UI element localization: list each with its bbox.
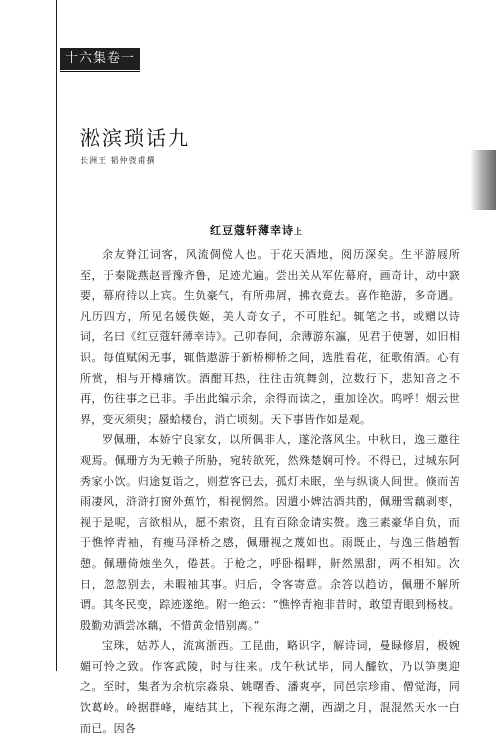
- series-title: 淞滨琐话九: [80, 126, 190, 150]
- paragraph: 宝珠，姑苏人，流寓浙西。工昆曲，略识字，解诗词，曼睩修眉，极婉媚可怜之致。作客武陵，时与往来。戊午秋试毕，同人醵钦，乃以笋奥迎之。至时，集者为余杭宗淼泉、姚曙香、潘爽亭，同邑宗珍甫、僧觉海，同饮葛岭。岭据群峰，庵结其上，下视东海之潮，西湖之月，混混然天水一白而已。因各: [80, 639, 460, 735]
- section-title-text: 红豆蔻轩薄幸诗: [210, 224, 294, 237]
- body-text: [80, 245, 460, 739]
- author-byline: 长洲王 韬仲弢甫撰: [80, 156, 156, 165]
- scan-edge-shadow: [470, 150, 496, 210]
- banner-underline: [60, 71, 140, 72]
- paragraph: 罗佩珊，本娇宁良家女，以所偶非人，遂沦落风尘。中秋日，逸三邀往观焉。佩珊方为无赖子所胁，宛转欲死，然殊楚娴可怜。不得已，过城东阿秀家小饮。归途复诣之，则惹客已去，孤灯未眠，坐与纵谈人间世。倏而苦雨凄风，浒浒打窗外蕉竹，相视惘然。因遣小婢沽酒共酌，佩珊雪藕剥枣，视于是呢，言欲相从，愿不索资，且有百除金请实赘。逸三素豪华自负，而于憔悴青袖，有瘦马泽桥之感，佩珊视之蔑如也。雨既止，与逸三偕趟暂憩。佩珊倚烛坐久，倦甚。于枪之，呼卧榻畔，鼾然黑甜，两不相知。次日，忽忽别去，未暇袖其事。归后，令客寄意。余答以趋访，佩珊不解所谓。其冬民变，踪迹遂绝。附一绝云：“憔悴青袍非昔时，敢望青眼到杨枝。殷勤劝酒尝冰藕，不惜黄金惜别离。”: [80, 433, 460, 632]
- page-gutter-rule: [56, 0, 57, 671]
- paragraph: 余友脊江词客，风流倜傥人也。于花天酒地，阅历深矣。生平游屐所至，于秦陇燕赵晋豫齐鲁，足迹尤遍。尝出关从军佐幕府，画奇计，动中窾要，幕府待以上宾。生负豪气，有所弗屑，拂衣竟去。喜作艳游，多奇遇。凡历四方，所见名媛佚姬，美人奇女子，不可胜纪。辄笔之书，或赠以诗词，名曰《红豆蔻轩薄幸诗》。己卯春间，余薄游东瀛，见君于使署，如旧相识。每值赋闲无事，辄偕遨游于新桥柳桥之间，选胜看花，征歌侑酒。心有所赏，相与开樽痛饮。酒酣耳热，往往击筑舞剑，泣数行下，悲知音之不再，伤往事之已非。手出此编示余，余得而读之，重加诠次。呜呼！烟云世界，变灭须臾；蜃蛤楼台，消亡顷刻。天下事皆作如是观。: [80, 248, 460, 426]
- section-title: [210, 222, 380, 238]
- volume-banner: 十六集卷一: [60, 48, 140, 70]
- section-title-suffix: 上: [294, 227, 303, 236]
